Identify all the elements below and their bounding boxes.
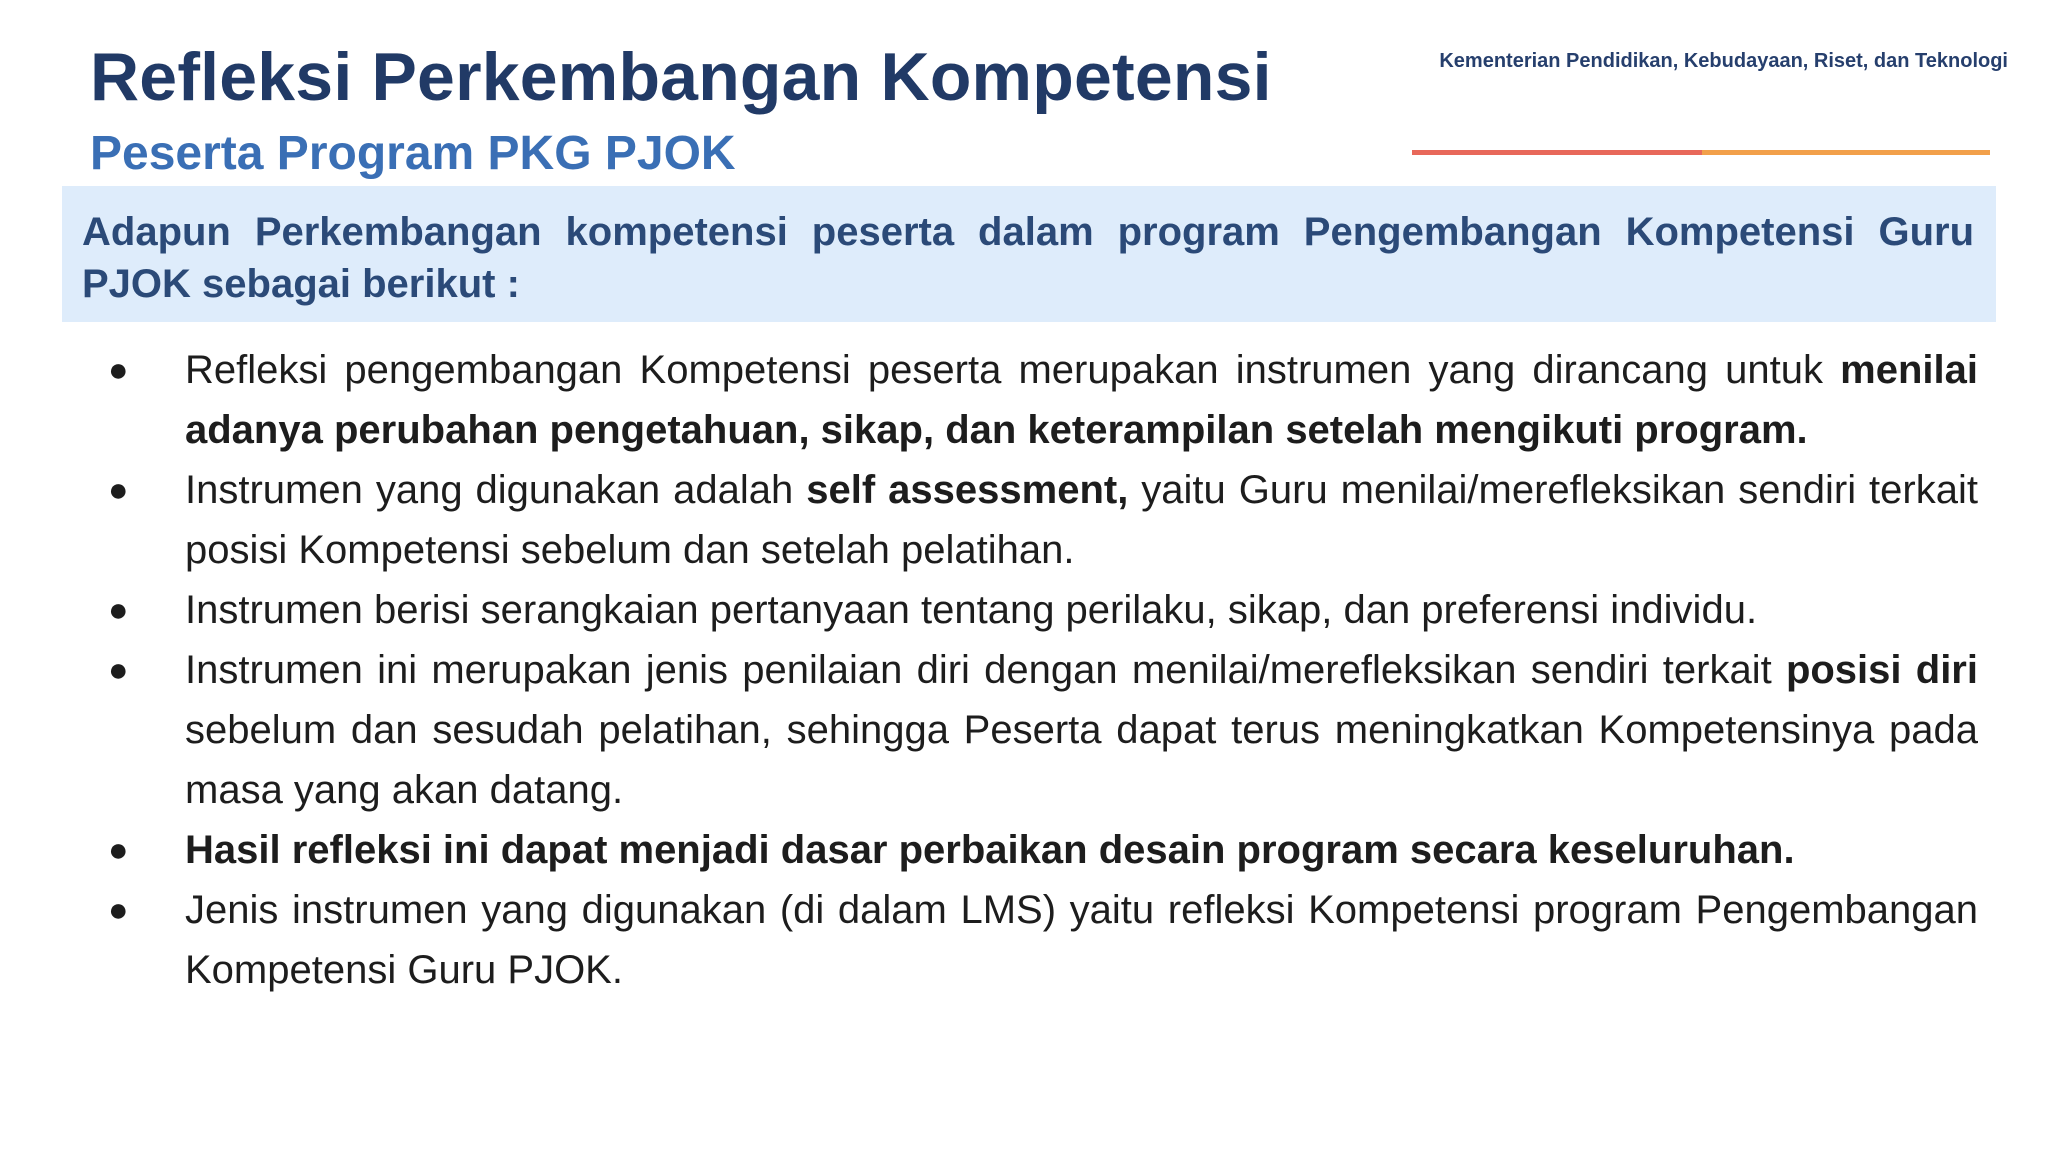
intro-box xyxy=(62,186,1996,322)
bullet-text: Instrumen yang digunakan adalah xyxy=(185,468,807,512)
bullet-dot-icon: ● xyxy=(108,651,129,689)
bullet-text-bold: self assessment, xyxy=(806,468,1129,512)
accent-line-orange xyxy=(1702,150,1990,155)
slide-title: Refleksi Perkembangan Kompetensi xyxy=(90,39,1272,115)
bullet-text: Instrumen berisi serangkaian pertanyaan tentang perilaku, sikap, dan preferensi individu. xyxy=(185,588,1758,632)
bullet-text-bold: Hasil refleksi ini dapat menjadi dasar perbaikan desain program secara keseluruhan. xyxy=(185,828,1795,872)
bullet-dot-icon: ● xyxy=(108,471,129,509)
intro-text: Adapun Perkembangan kompetensi peserta dalam program Pengembangan Kompetensi Guru PJOK sebagai berikut : xyxy=(82,210,1974,306)
bullet-item-4 xyxy=(108,640,1978,820)
accent-line-red xyxy=(1412,150,1702,155)
bullet-item-1 xyxy=(108,340,1978,460)
bullet-text: sebelum dan sesudah pelatihan, sehingga Peserta dapat terus meningkatkan Kompetensinya pada masa yang akan datang. xyxy=(185,708,1978,812)
bullet-text: Jenis instrumen yang digunakan (di dalam LMS) yaitu refleksi Kompetensi program Pengembangan Kompetensi Guru PJOK. xyxy=(185,888,1978,992)
bullet-dot-icon: ● xyxy=(108,351,129,389)
bullet-text-bold: menilai adanya perubahan pengetahuan, sikap, dan keterampilan setelah mengikuti program. xyxy=(185,348,1978,452)
bullet-list xyxy=(108,340,1978,1000)
bullet-text-bold: posisi diri xyxy=(1785,648,1978,692)
bullet-text: Refleksi pengembangan Kompetensi peserta merupakan instrumen yang dirancang untuk xyxy=(185,348,1841,392)
bullet-dot-icon: ● xyxy=(108,591,129,629)
bullet-item-5 xyxy=(108,820,1978,880)
bullet-item-6 xyxy=(108,880,1978,1000)
bullet-item-3 xyxy=(108,580,1978,640)
bullet-text: Instrumen ini merupakan jenis penilaian diri dengan menilai/merefleksikan sendiri terkait xyxy=(185,648,1786,692)
bullet-dot-icon: ● xyxy=(108,831,129,869)
slide-subtitle: Peserta Program PKG PJOK xyxy=(90,127,736,180)
ministry-label: Kementerian Pendidikan, Kebudayaan, Riset, dan Teknologi xyxy=(1439,50,2008,72)
bullet-item-2 xyxy=(108,460,1978,580)
bullet-dot-icon: ● xyxy=(108,891,129,929)
bullet-text: yaitu Guru menilai/merefleksikan sendiri terkait posisi Kompetensi sebelum dan setelah pelatihan. xyxy=(185,468,1978,572)
